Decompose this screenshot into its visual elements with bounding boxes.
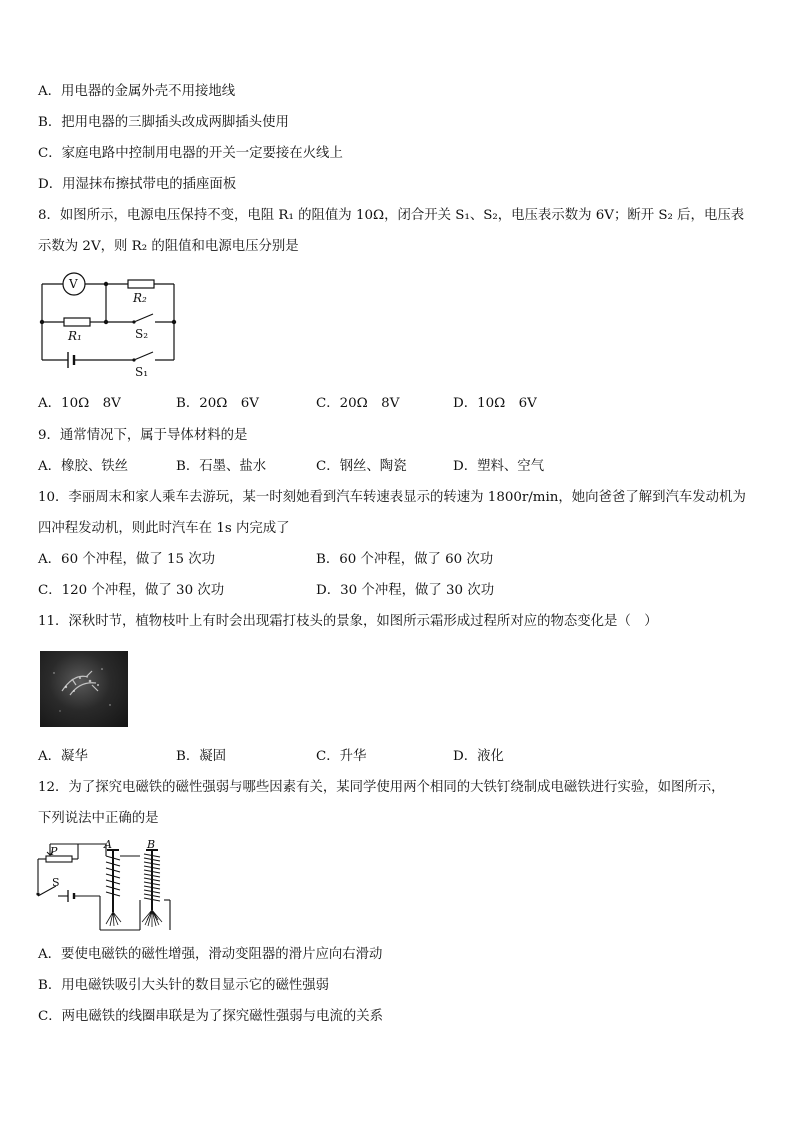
q8-option-b: B．20Ω 6V: [176, 396, 259, 411]
voltmeter-label: V: [69, 277, 78, 291]
q7-option-c: C．家庭电路中控制用电器的开关一定要接在火线上: [38, 146, 343, 161]
nail-b-label: B: [147, 840, 156, 851]
q8-option-a: A．10Ω 8V: [38, 396, 121, 411]
q12-stem-line1: 12．为了探究电磁铁的磁性强弱与哪些因素有关，某同学使用两个相同的大铁钉绕制成电磁铁进行实验，如图所示，: [38, 780, 725, 795]
q10-stem-line1: 10．李丽周末和家人乘车去游玩，某一时刻她看到汽车转速表显示的转速为 1800r/min，她向爸爸了解到汽车发动机为: [38, 490, 746, 505]
switch-label: S: [52, 876, 60, 889]
q8-circuit-diagram: [36, 270, 178, 380]
s1-label: S₁: [135, 365, 149, 379]
q8-stem-line1: 8．如图所示，电源电压保持不变，电阻 R₁ 的阻值为 10Ω，闭合开关 S₁、S₂，电压表示数为 6V；断开 S₂ 后，电压表: [38, 208, 745, 223]
r2-label: R₂: [133, 291, 147, 305]
q12-electromagnet-diagram: [34, 840, 182, 936]
r1-label: R₁: [68, 329, 82, 343]
frost-branch-graphic: [40, 651, 128, 727]
q9-stem: 9．通常情况下，属于导体材料的是: [38, 428, 248, 443]
slider-label: P: [50, 845, 58, 858]
q8-option-c: C．20Ω 8V: [316, 396, 400, 411]
q10-stem-line2: 四冲程发动机，则此时汽车在 1s 内完成了: [38, 521, 290, 536]
q11-option-c: C．升华: [316, 749, 367, 764]
resistor-r1-symbol: [64, 318, 90, 326]
q11-stem: 11．深秋时节，植物枝叶上有时会出现霜打枝头的景象，如图所示霜形成过程所对应的物态变化是（ ）: [38, 614, 658, 629]
q10-option-a: A．60 个冲程，做了 15 次功: [38, 552, 216, 567]
q9-option-a: A．橡胶、铁丝: [38, 459, 129, 474]
q9-option-d: D．塑料、空气: [453, 459, 545, 474]
nail-b: [142, 850, 162, 927]
q12-option-c: C．两电磁铁的线圈串联是为了探究磁性强弱与电流的关系: [38, 1009, 384, 1024]
q12-stem-line2: 下列说法中正确的是: [38, 811, 159, 826]
nail-a: [106, 850, 121, 926]
q10-option-d: D．30 个冲程，做了 30 次功: [316, 583, 495, 598]
resistor-r2-symbol: [128, 280, 154, 288]
q10-option-b: B．60 个冲程，做了 60 次功: [316, 552, 494, 567]
q8-option-d: D．10Ω 6V: [453, 396, 537, 411]
nail-a-label: A: [104, 840, 112, 851]
q12-option-a: A．要使电磁铁的磁性增强，滑动变阻器的滑片应向右滑动: [38, 947, 383, 962]
q11-option-a: A．凝华: [38, 749, 88, 764]
q9-option-b: B．石墨、盐水: [176, 459, 267, 474]
q7-option-a: A．用电器的金属外壳不用接地线: [38, 84, 236, 99]
q12-option-b: B．用电磁铁吸引大头针的数目显示它的磁性强弱: [38, 978, 330, 993]
q8-stem-line2: 示数为 2V，则 R₂ 的阻值和电源电压分别是: [38, 239, 299, 254]
q10-option-c: C．120 个冲程，做了 30 次功: [38, 583, 225, 598]
q9-option-c: C．钢丝、陶瓷: [316, 459, 407, 474]
switch-pivot: [36, 892, 39, 895]
q11-option-d: D．液化: [453, 749, 504, 764]
s2-label: S₂: [135, 327, 149, 341]
q7-option-b: B．把用电器的三脚插头改成两脚插头使用: [38, 115, 289, 130]
q7-option-d: D．用湿抹布擦拭带电的插座面板: [38, 177, 237, 192]
frost-photo: [40, 651, 128, 727]
q11-option-b: B．凝固: [176, 749, 227, 764]
